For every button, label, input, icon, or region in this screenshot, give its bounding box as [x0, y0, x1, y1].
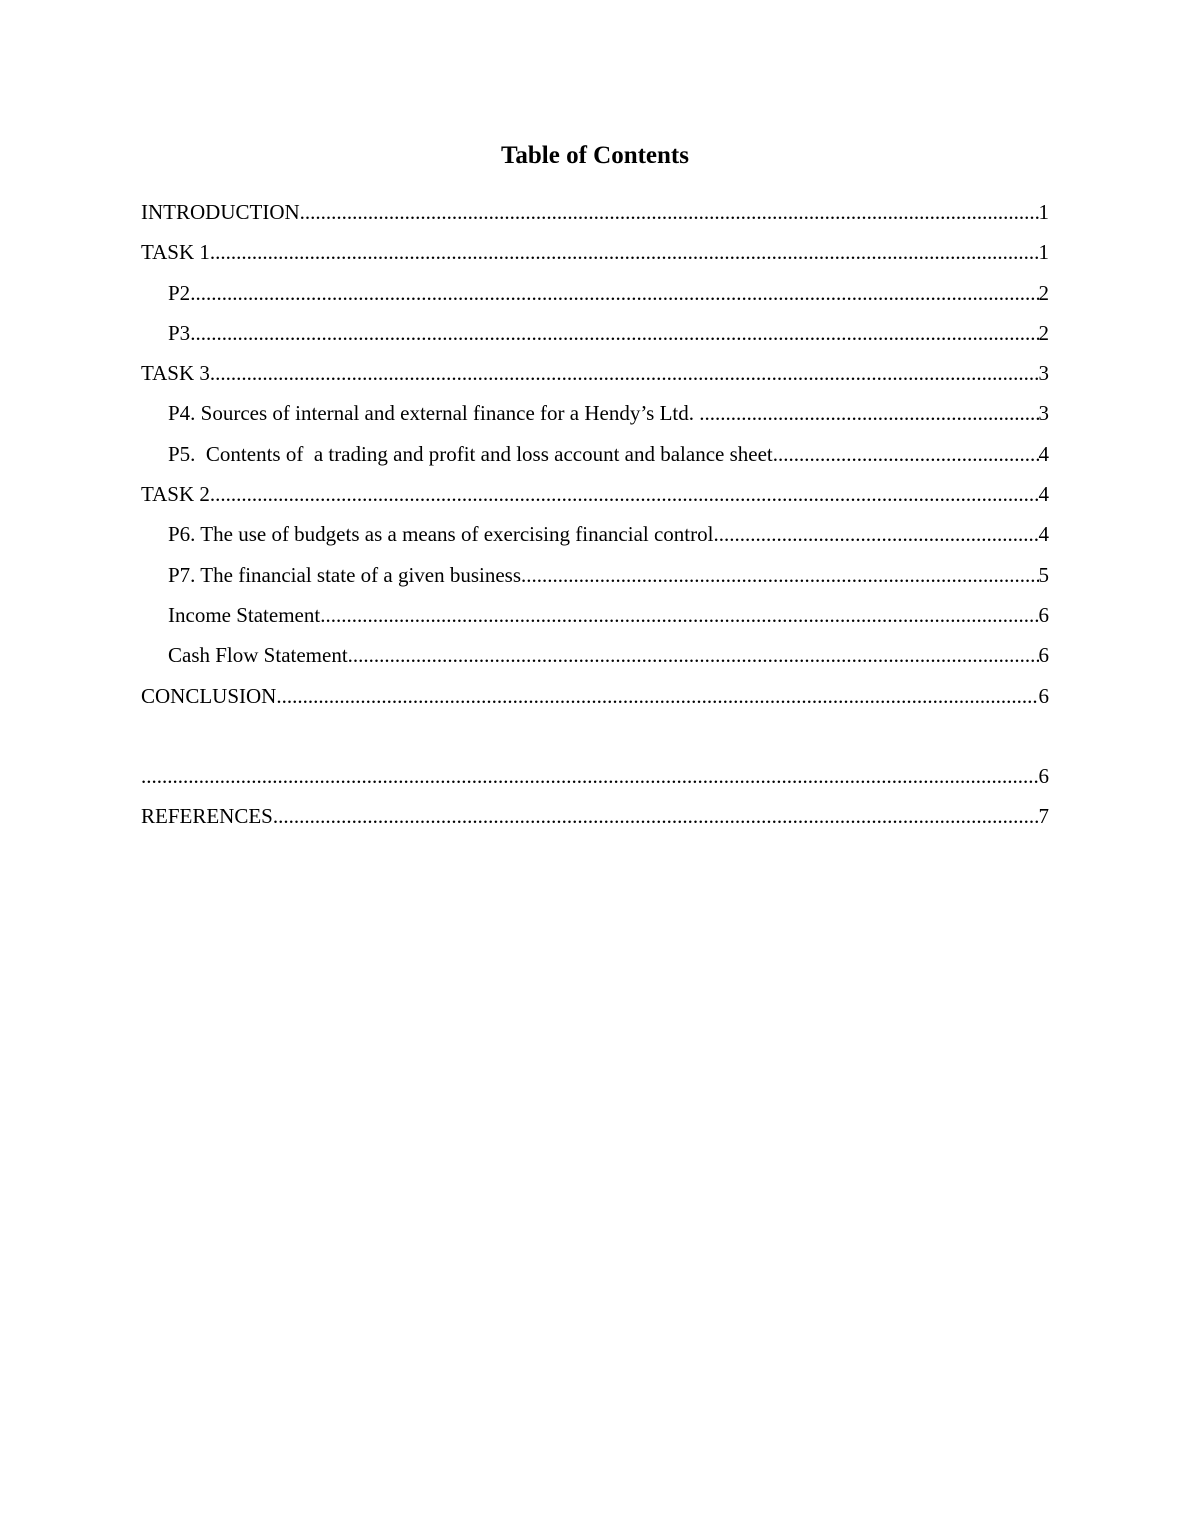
dot-leader	[713, 518, 1038, 550]
dot-leader	[273, 800, 1039, 832]
toc-entry-page-number: 2	[1038, 280, 1049, 305]
toc-entry-label: CONCLUSION	[141, 683, 277, 708]
toc-entry-untitled[interactable]	[141, 760, 1049, 800]
toc-title: Table of Contents	[501, 142, 689, 169]
toc-entry-p6[interactable]	[141, 518, 1049, 558]
dot-leader	[300, 196, 1039, 228]
toc-entry-p3[interactable]	[141, 317, 1049, 357]
toc-entry-task-2[interactable]	[141, 478, 1049, 518]
toc-entry-page-number: 5	[1038, 562, 1049, 587]
toc-entry-task-1[interactable]	[141, 236, 1049, 276]
toc-entry-label: INTRODUCTION	[141, 200, 300, 224]
toc-entry-cash-flow-statement[interactable]	[141, 639, 1049, 679]
dot-leader	[773, 438, 1039, 470]
dot-leader	[210, 236, 1039, 268]
toc-entry-label: TASK 2	[141, 482, 210, 507]
toc-entry-label: TASK 1	[141, 240, 210, 265]
toc-entry-p5[interactable]	[141, 438, 1049, 478]
dot-leader	[210, 478, 1039, 510]
dot-leader	[190, 277, 1038, 309]
toc-entry-page-number: 1	[1038, 240, 1049, 265]
toc-entry-page-number: 4	[1038, 441, 1049, 466]
toc-entry-label: P2	[168, 280, 191, 305]
dot-leader	[210, 357, 1039, 389]
toc-entry-page-number: 4	[1038, 522, 1049, 547]
toc-entry-label: Income Statement	[168, 602, 321, 627]
dot-leader	[320, 599, 1038, 631]
toc-entry-page-number: 6	[1038, 643, 1049, 668]
toc-entry-label: TASK 3	[141, 361, 210, 386]
toc-entry-income-statement[interactable]	[141, 599, 1049, 639]
toc-entry-page-number: 6	[1038, 602, 1049, 627]
toc-entry-label: P3	[168, 320, 191, 345]
toc-entry-page-number: 4	[1038, 482, 1049, 507]
toc-entry-label: REFERENCES	[141, 804, 273, 829]
toc-entry-page-number: 6	[1038, 683, 1049, 708]
toc-entry-page-number: 2	[1038, 320, 1049, 345]
toc-entry-references[interactable]	[141, 800, 1049, 840]
toc-entry-page-number: 3	[1038, 361, 1049, 386]
toc-entry-task-3[interactable]	[141, 357, 1049, 397]
toc-entry-page-number: 3	[1038, 401, 1049, 426]
toc-entry-label: P6. The use of budgets as a means of exercising financial control	[168, 522, 714, 547]
toc-entry-conclusion[interactable]	[141, 680, 1049, 720]
toc-entry-p4[interactable]	[141, 397, 1049, 437]
dot-leader	[276, 680, 1038, 712]
toc-list	[141, 196, 1049, 841]
toc-entry-introduction[interactable]	[141, 196, 1049, 236]
toc-entry-page-number: 1	[1038, 200, 1049, 224]
toc-entry-label: Cash Flow Statement	[168, 643, 348, 668]
toc-entry-p7[interactable]	[141, 559, 1049, 599]
toc-entry-label: P7. The financial state of a given business	[168, 562, 522, 587]
dot-leader	[190, 317, 1038, 349]
dot-leader	[699, 397, 1038, 429]
dot-leader	[521, 559, 1038, 591]
dot-leader	[348, 639, 1039, 671]
toc-entry-label: P5. Contents of a trading and profit and loss account and balance sheet	[168, 441, 773, 466]
toc-entry-page-number: 7	[1038, 804, 1049, 829]
toc-entry-p2[interactable]	[141, 277, 1049, 317]
toc-entry-page-number: 6	[1038, 764, 1049, 789]
dot-leader	[141, 760, 1039, 792]
toc-entry-label: P4. Sources of internal and external finance for a Hendy’s Ltd.	[168, 401, 700, 426]
